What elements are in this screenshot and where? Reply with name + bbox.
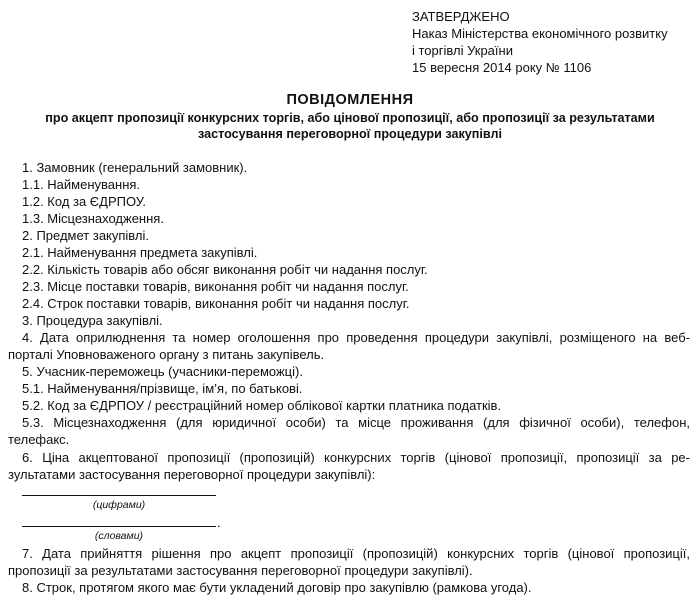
item-2-1: 2.1. Найменування предмета закупівлі. (22, 245, 258, 260)
item-1: 1. Замовник (генеральний замовник). (22, 160, 248, 175)
item-3: 3. Процедура закупівлі. (22, 313, 163, 328)
document-subtitle (0, 110, 700, 142)
price-figures-blank (22, 495, 216, 496)
item-5-2: 5.2. Код за ЄДРПОУ / реєстраційний номер облікової картки платника податків. (22, 398, 502, 413)
approval-label: ЗАТВЕРДЖЕНО (412, 9, 510, 24)
item-4-line2: порталі Уповноваженого органу з питань закупівель. (8, 347, 325, 362)
item-7-line2: пропозиції за результатами застосування переговорної процедури закупівлі). (8, 563, 473, 578)
item-8: 8. Строк, протягом якого має бути укладений договір про закупівлю (рамкова угода). (22, 580, 532, 595)
subtitle-line1: про акцепт пропозиції конкурсних торгів, або цінової пропозиції, або пропозиції за результатами (45, 111, 655, 125)
item-6-line2: зультатами застосування переговорної процедури закупівлі): (8, 467, 376, 482)
price-words-caption: (словами) (94, 530, 144, 542)
approval-date: 15 вересня 2014 року № 1106 (412, 60, 592, 75)
item-1-3: 1.3. Місцезнаходження. (22, 211, 164, 226)
item-2-4: 2.4. Строк поставки товарів, виконання робіт чи надання послуг. (22, 296, 410, 311)
item-5-3-line1: 5.3. Місцезнаходження (для юридичної особи) та місце проживання (для фізичної особи), телефон, (22, 415, 690, 430)
approval-order-line1: Наказ Міністерства економічного розвитку (412, 26, 668, 41)
item-1-1: 1.1. Найменування. (22, 177, 141, 192)
document-title: ПОВІДОМЛЕННЯ (286, 92, 414, 108)
approval-order-line2: і торгівлі України (412, 43, 513, 58)
subtitle-line2: застосування переговорної процедури закупівлі (198, 127, 502, 141)
item-2-2: 2.2. Кількість товарів або обсяг виконання робіт чи надання послуг. (22, 262, 428, 277)
item-2-3: 2.3. Місце поставки товарів, виконання робіт чи надання послуг. (22, 279, 409, 294)
price-words-period: . (217, 515, 221, 530)
item-2: 2. Предмет закупівлі. (22, 228, 150, 243)
item-5-3-line2: телефакс. (8, 432, 70, 447)
price-figures-caption: (цифрами) (92, 499, 146, 511)
item-5-1: 5.1. Найменування/прізвище, ім’я, по батькові. (22, 381, 303, 396)
item-1-2: 1.2. Код за ЄДРПОУ. (22, 194, 146, 209)
item-6-line1: 6. Ціна акцептованої пропозиції (пропозицій) конкурсних торгів (цінової пропозиції, пропозиції за ре- (22, 450, 690, 465)
price-words-blank (22, 526, 216, 527)
item-4-line1: 4. Дата оприлюднення та номер оголошення про проведення процедури закупівлі, розміщеного на веб- (22, 330, 690, 345)
item-7-line1: 7. Дата прийняття рішення про акцепт пропозиції (пропозицій) конкурсних торгів (цінової пропозиції, (22, 546, 690, 561)
approval-stamp (412, 8, 668, 76)
item-5: 5. Учасник-переможець (учасники-переможці). (22, 364, 303, 379)
